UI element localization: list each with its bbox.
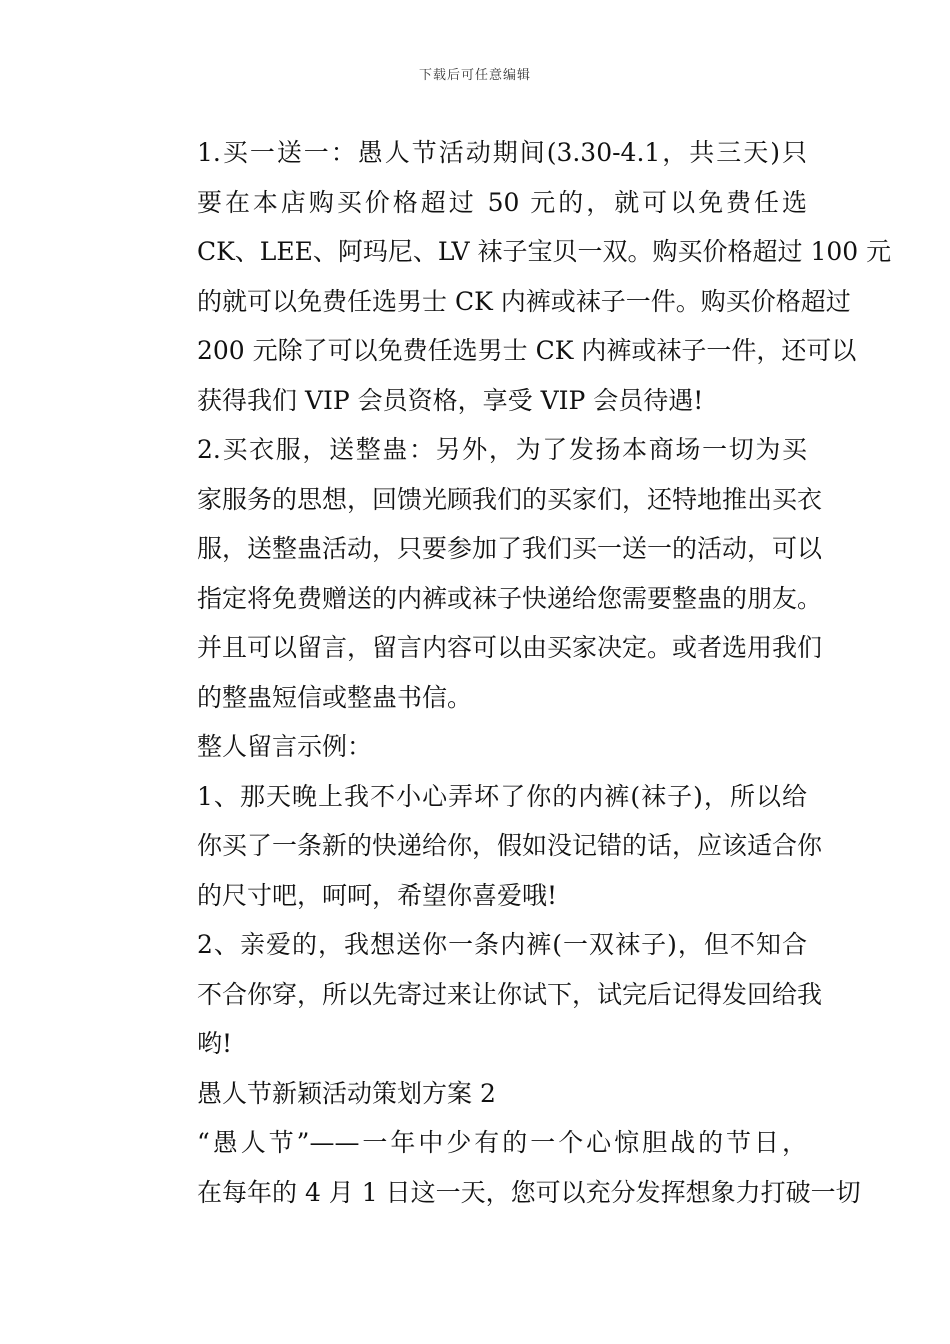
text-line: 愚人节新颖活动策划方案 2 <box>197 1078 496 1108</box>
text-line: 的就可以免费任选男士 CK 内裤或袜子一件。购买价格超过 <box>197 286 851 316</box>
text-line: 的整蛊短信或整蛊书信。 <box>197 682 473 712</box>
text-line: 1、那天晚上我不小心弄坏了你的内裤(袜子)，所以给 <box>197 781 807 811</box>
text-line: 不合你穿，所以先寄过来让你试下，试完后记得发回给我 <box>197 979 823 1009</box>
text-line: 整人留言示例： <box>197 732 373 761</box>
paragraph-april-fools-intro <box>145 1118 861 1217</box>
text-line: 指定将免费赠送的内裤或袜子快递给您需要整蛊的朋友。 <box>197 583 823 613</box>
text-line: 家服务的思想，回馈光顾我们的买家们，还特地推出买衣 <box>197 484 823 514</box>
text-line: 2、亲爱的，我想送你一条内裤(一双袜子)，但不知合 <box>197 930 807 959</box>
text-line: 2.买衣服，送整蛊：另外，为了发扬本商场一切为买 <box>197 435 807 464</box>
text-line: CK、LEE、阿玛尼、LV 袜子宝贝一双。购买价格超过 100 元 <box>197 237 892 266</box>
page-header: 下载后可任意编辑 <box>418 68 531 83</box>
section-heading <box>145 1069 807 1119</box>
paragraph-message-examples-heading <box>145 722 807 772</box>
text-line: 哟! <box>197 1029 233 1058</box>
text-line: “愚人节”——一年中少有的一个心惊胆战的节日， <box>197 1128 807 1157</box>
text-line: 1.买一送一：愚人节活动期间(3.30-4.1，共三天)只 <box>197 138 807 167</box>
text-line: 200 元除了可以免费任选男士 CK 内裤或袜子一件，还可以 <box>197 336 857 365</box>
paragraph-buy-one-get-one <box>145 128 892 425</box>
text-line: 你买了一条新的快递给你，假如没记错的话，应该适合你 <box>197 831 823 860</box>
paragraph-example-2 <box>145 920 823 1069</box>
text-line: 要在本店购买价格超过 50 元的，就可以免费任选 <box>197 187 807 217</box>
paragraph-buy-clothes-prank <box>145 425 823 722</box>
text-line: 获得我们 VIP 会员资格，享受 VIP 会员待遇! <box>197 385 704 415</box>
document-body <box>145 128 892 1217</box>
text-line: 服，送整蛊活动，只要参加了我们买一送一的活动，可以 <box>197 534 823 563</box>
text-line: 的尺寸吧，呵呵，希望你喜爱哦! <box>197 880 558 910</box>
text-line: 在每年的 4 月 1 日这一天，您可以充分发挥想象力打破一切 <box>197 1177 861 1207</box>
paragraph-example-1 <box>145 772 823 921</box>
text-line: 并且可以留言，留言内容可以由买家决定。或者选用我们 <box>197 633 823 662</box>
